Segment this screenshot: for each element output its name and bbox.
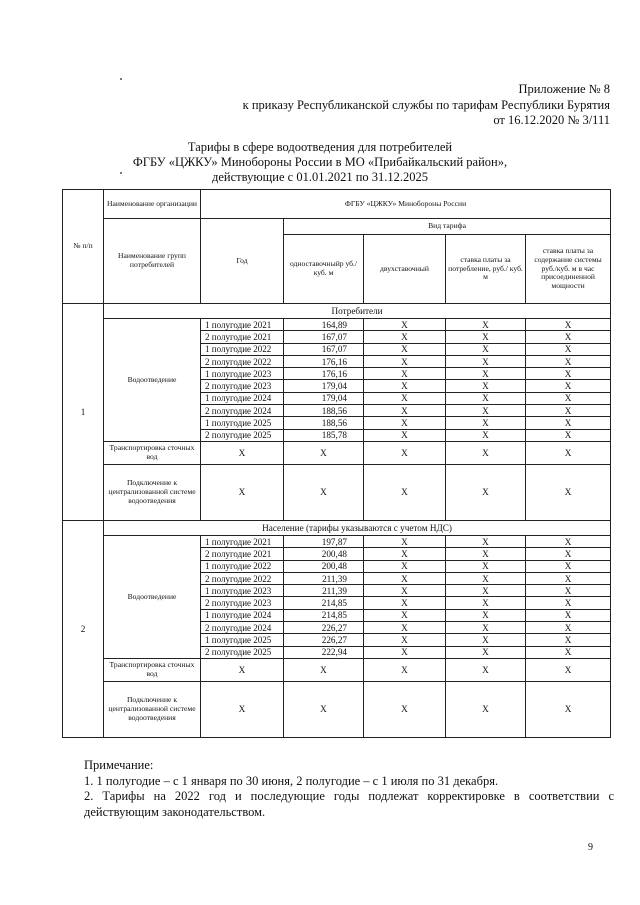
transport-single-value: X <box>284 441 364 464</box>
title-line-3: действующие с 01.01.2021 по 31.12.2025 <box>211 170 429 184</box>
title-line-1: Тарифы в сфере водоотведения для потребителей <box>187 140 453 154</box>
single-rate-value: 226,27 <box>284 622 364 634</box>
consumption-rate-value: X <box>446 417 526 429</box>
single-rate-value: 197,87 <box>284 535 364 547</box>
single-rate-value: 200,48 <box>284 560 364 572</box>
period-cell: 1 полугодие 2021 <box>201 535 284 547</box>
capacity-rate-value: X <box>526 392 611 404</box>
capacity-rate-value: X <box>526 343 611 355</box>
transport-consumption-value: X <box>446 658 526 681</box>
double-rate-value: X <box>364 622 446 634</box>
single-rate-value: 179,04 <box>284 380 364 392</box>
single-rate-header: одноставочныйр уб./ куб. м <box>284 235 364 304</box>
single-rate-value: 188,56 <box>284 405 364 417</box>
capacity-rate-value: X <box>526 355 611 367</box>
period-cell: 1 полугодие 2022 <box>201 343 284 355</box>
period-cell: 1 полугодие 2021 <box>201 319 284 331</box>
double-rate-value: X <box>364 368 446 380</box>
period-cell: 1 полугодие 2023 <box>201 368 284 380</box>
service-name: Водоотведение <box>104 319 201 442</box>
double-rate-value: X <box>364 572 446 584</box>
section-heading: Население (тарифы указываются с учетом НДС) <box>104 520 611 535</box>
capacity-rate-value: X <box>526 368 611 380</box>
period-cell: 2 полугодие 2024 <box>201 405 284 417</box>
consumption-rate-value: X <box>446 405 526 417</box>
section-heading-row <box>63 520 611 535</box>
capacity-rate-value: X <box>526 319 611 331</box>
capacity-rate-header: ставка платы за содержание системы руб./куб. м в час присоединенной мощности <box>526 235 611 304</box>
single-rate-value: 214,85 <box>284 597 364 609</box>
double-rate-value: X <box>364 535 446 547</box>
single-rate-value: 214,85 <box>284 609 364 621</box>
period-cell: 2 полугодие 2023 <box>201 380 284 392</box>
title-line-2: ФГБУ «ЦЖКУ» Минобороны России в МО «Прибайкальский район», <box>132 155 508 169</box>
single-rate-value: 211,39 <box>284 585 364 597</box>
capacity-rate-value: X <box>526 609 611 621</box>
header-row-org <box>63 190 611 219</box>
consumption-rate-value: X <box>446 609 526 621</box>
consumption-rate-value: X <box>446 319 526 331</box>
col-number-header: № п/п <box>63 190 104 304</box>
order-issuer: к приказу Республиканской службы по тарифам Республики Бурятия <box>242 97 610 112</box>
note-1: 1. 1 полугодие – с 1 января по 30 июня, 2 полугодие – с 1 июля по 31 декабря. <box>84 773 499 788</box>
period-cell: 1 полугодие 2025 <box>201 417 284 429</box>
transport-capacity-value: X <box>526 441 611 464</box>
consumption-rate-value: X <box>446 355 526 367</box>
single-rate-value: 179,04 <box>284 392 364 404</box>
connection-double-value: X <box>364 681 446 737</box>
double-rate-value: X <box>364 405 446 417</box>
single-rate-value: 167,07 <box>284 331 364 343</box>
period-cell: 2 полугодие 2022 <box>201 572 284 584</box>
single-rate-value: 222,94 <box>284 646 364 658</box>
connection-double-value: X <box>364 464 446 520</box>
single-rate-value: 176,16 <box>284 368 364 380</box>
period-cell: 1 полугодие 2023 <box>201 585 284 597</box>
double-rate-value: X <box>364 646 446 658</box>
tariff-table <box>62 189 611 738</box>
connection-single-value: X <box>284 681 364 737</box>
document-title <box>90 140 550 185</box>
section-number: 2 <box>63 520 104 737</box>
org-name: ФГБУ «ЦЖКУ» Минобороны России <box>201 190 611 219</box>
capacity-rate-value: X <box>526 646 611 658</box>
period-cell: 2 полугодие 2021 <box>201 331 284 343</box>
transport-capacity-value: X <box>526 658 611 681</box>
header-row-tariff-type <box>63 219 611 235</box>
double-rate-value: X <box>364 331 446 343</box>
single-rate-value: 176,16 <box>284 355 364 367</box>
table-row <box>63 319 611 331</box>
org-label: Наименование организации <box>104 190 201 219</box>
transport-row <box>63 441 611 464</box>
double-rate-value: X <box>364 417 446 429</box>
period-cell: 1 полугодие 2024 <box>201 609 284 621</box>
section-heading-row <box>63 304 611 319</box>
appendix-number: Приложение № 8 <box>518 82 610 96</box>
capacity-rate-value: X <box>526 417 611 429</box>
tariff-type-header: Вид тарифа <box>284 219 611 235</box>
capacity-rate-value: X <box>526 597 611 609</box>
capacity-rate-value: X <box>526 429 611 441</box>
connection-single-value: X <box>284 464 364 520</box>
consumption-rate-value: X <box>446 368 526 380</box>
capacity-rate-value: X <box>526 572 611 584</box>
period-cell: 2 полугодие 2021 <box>201 548 284 560</box>
connection-consumption-value: X <box>446 464 526 520</box>
single-rate-value: 164,89 <box>284 319 364 331</box>
period-cell: 2 полугодие 2024 <box>201 622 284 634</box>
connection-capacity-value: X <box>526 464 611 520</box>
transport-double-value: X <box>364 658 446 681</box>
consumption-rate-value: X <box>446 572 526 584</box>
double-rate-header: двухставочный <box>364 235 446 304</box>
order-date-number: от 16.12.2020 № 3/111 <box>493 113 610 127</box>
single-rate-value: 188,56 <box>284 417 364 429</box>
double-rate-value: X <box>364 392 446 404</box>
connection-year-value: X <box>201 464 284 520</box>
order-reference <box>243 82 610 129</box>
single-rate-value: 200,48 <box>284 548 364 560</box>
single-rate-value: 167,07 <box>284 343 364 355</box>
consumption-rate-value: X <box>446 331 526 343</box>
connection-label: Подключение к централизованной системе водоотведения <box>104 681 201 737</box>
consumption-rate-header: ставка платы за потребление, руб./ куб. м <box>446 235 526 304</box>
double-rate-value: X <box>364 634 446 646</box>
single-rate-value: 226,27 <box>284 634 364 646</box>
double-rate-value: X <box>364 319 446 331</box>
connection-consumption-value: X <box>446 681 526 737</box>
consumption-rate-value: X <box>446 548 526 560</box>
double-rate-value: X <box>364 548 446 560</box>
consumption-rate-value: X <box>446 597 526 609</box>
consumption-rate-value: X <box>446 622 526 634</box>
double-rate-value: X <box>364 429 446 441</box>
capacity-rate-value: X <box>526 560 611 572</box>
capacity-rate-value: X <box>526 634 611 646</box>
connection-row <box>63 464 611 520</box>
scan-speck <box>120 78 122 80</box>
capacity-rate-value: X <box>526 331 611 343</box>
transport-label: Транспортировка сточных вод <box>104 658 201 681</box>
transport-consumption-value: X <box>446 441 526 464</box>
consumption-rate-value: X <box>446 343 526 355</box>
period-cell: 1 полугодие 2024 <box>201 392 284 404</box>
service-name: Водоотведение <box>104 535 201 658</box>
capacity-rate-value: X <box>526 405 611 417</box>
consumption-rate-value: X <box>446 380 526 392</box>
note-2: 2. Тарифы на 2022 год и последующие годы подлежат корректировке в соответствии с действующим законодательством. <box>84 789 614 819</box>
period-cell: 2 полугодие 2025 <box>201 646 284 658</box>
transport-single-value: X <box>284 658 364 681</box>
single-rate-value: 211,39 <box>284 572 364 584</box>
consumption-rate-value: X <box>446 429 526 441</box>
double-rate-value: X <box>364 380 446 392</box>
double-rate-value: X <box>364 355 446 367</box>
notes <box>84 758 614 820</box>
connection-year-value: X <box>201 681 284 737</box>
period-cell: 2 полугодие 2023 <box>201 597 284 609</box>
single-rate-value: 185,78 <box>284 429 364 441</box>
transport-double-value: X <box>364 441 446 464</box>
groups-label: Наименование групп потребителей <box>104 219 201 304</box>
double-rate-value: X <box>364 609 446 621</box>
section-heading: Потребители <box>104 304 611 319</box>
double-rate-value: X <box>364 560 446 572</box>
table-row <box>63 535 611 547</box>
consumption-rate-value: X <box>446 646 526 658</box>
transport-row <box>63 658 611 681</box>
double-rate-value: X <box>364 585 446 597</box>
capacity-rate-value: X <box>526 380 611 392</box>
connection-label: Подключение к централизованной системе водоотведения <box>104 464 201 520</box>
transport-year-value: X <box>201 658 284 681</box>
connection-capacity-value: X <box>526 681 611 737</box>
year-header: Год <box>201 219 284 304</box>
transport-label: Транспортировка сточных вод <box>104 441 201 464</box>
consumption-rate-value: X <box>446 585 526 597</box>
page-number: 9 <box>588 842 593 853</box>
consumption-rate-value: X <box>446 560 526 572</box>
capacity-rate-value: X <box>526 622 611 634</box>
period-cell: 2 полугодие 2022 <box>201 355 284 367</box>
period-cell: 1 полугодие 2022 <box>201 560 284 572</box>
period-cell: 2 полугодие 2025 <box>201 429 284 441</box>
double-rate-value: X <box>364 597 446 609</box>
consumption-rate-value: X <box>446 634 526 646</box>
capacity-rate-value: X <box>526 535 611 547</box>
connection-row <box>63 681 611 737</box>
notes-title: Примечание: <box>84 758 154 772</box>
consumption-rate-value: X <box>446 535 526 547</box>
double-rate-value: X <box>364 343 446 355</box>
capacity-rate-value: X <box>526 548 611 560</box>
period-cell: 1 полугодие 2025 <box>201 634 284 646</box>
consumption-rate-value: X <box>446 392 526 404</box>
transport-year-value: X <box>201 441 284 464</box>
capacity-rate-value: X <box>526 585 611 597</box>
section-number: 1 <box>63 304 104 521</box>
